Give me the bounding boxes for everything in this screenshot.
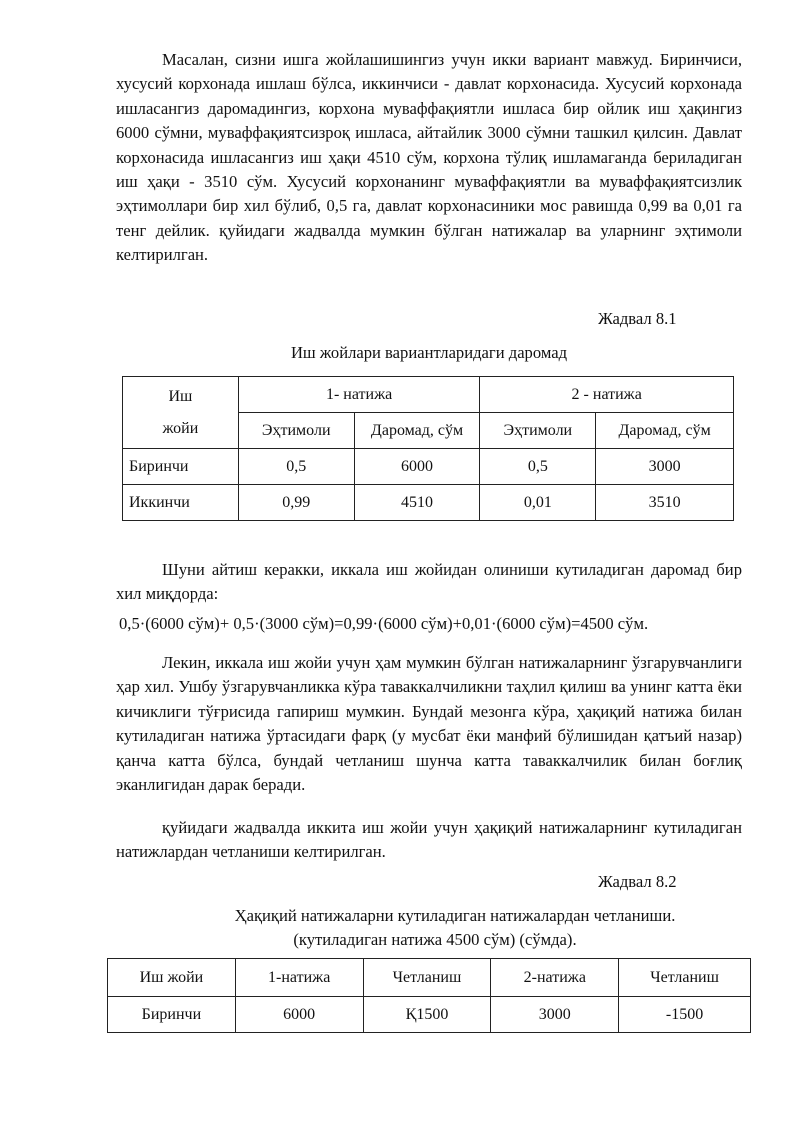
table-cell: -1500 [619,997,751,1033]
table1-subheader: Эҳтимоли [480,413,596,449]
table2-header: Четланиш [363,959,491,997]
table2 [107,958,751,1033]
paragraph-variability [116,651,742,797]
table-cell: 3000 [596,449,734,485]
table-cell: 0,5 [238,449,354,485]
table-cell: Қ1500 [363,997,491,1033]
table-cell: Иккинчи [123,485,239,521]
table-cell: Биринчи [123,449,239,485]
table-row [123,485,734,521]
table-cell: Биринчи [108,997,236,1033]
table1-header-workplace-line2: жойи [162,419,199,437]
table1-header-result1: 1- натижа [238,377,480,413]
table2-header: 1-натижа [235,959,363,997]
table-cell: 6000 [235,997,363,1033]
table-cell: 0,01 [480,485,596,521]
paragraph-table2-intro-text: қуйидаги жадвалда иккита иш жойи учун ҳақиқий натижаларнинг кутиладиган натижлардан четланиши келтирилган. [116,818,742,862]
paragraph-intro [116,48,742,268]
table-row [108,997,751,1033]
paragraph-expected-income-text: Шуни айтиш керакки, иккала иш жойидан олиниши кутиладиган даромад бир хил миқдорда: [116,560,742,604]
table1-subheader: Даромад, сўм [354,413,480,449]
table2-header: Четланиш [619,959,751,997]
table2-title-line2: (кутиладиган натижа 4500 сўм) (сўмда). [293,930,577,949]
paragraph-expected-income [116,558,742,607]
table-cell: 0,99 [238,485,354,521]
table-cell: 3510 [596,485,734,521]
table2-header: 2-натижа [491,959,619,997]
table2-label: Жадвал 8.2 [598,872,677,891]
table-cell: 3000 [491,997,619,1033]
table2-title-line1: Ҳақиқий натижаларни кутиладиган натижалардан четланиши. [234,906,676,925]
table1-label: Жадвал 8.1 [598,309,677,328]
table1 [122,376,734,521]
table1-header-workplace [123,377,239,449]
table1-header-result2: 2 - натижа [480,377,734,413]
table1-subheader: Даромад, сўм [596,413,734,449]
paragraph-variability-text: Лекин, иккала иш жойи учун ҳам мумкин бўлган натижаларнинг ўзгарувчанлиги ҳар хил. Ушбу ўзгарувчанликка кўра таваккалчиликни таҳлил қилиш ва унинг катта ёки кичиклиги тўғрисида гапириш мумкин. Бундай мезонга кўра, ҳақиқий натижа билан кутиладиган натижа ўртасидаги фарқ (у мусбат ёки манфий бўлишидан қатъий назар) қанча катта бўлса, бундай четланиш шунча катта таваккалчилик билан боғлиқ эканлигидан дарак беради. [116,653,742,795]
table-cell: 4510 [354,485,480,521]
table1-subheader: Эҳтимоли [238,413,354,449]
table-cell: 6000 [354,449,480,485]
formula: 0,5·(6000 сўм)+ 0,5·(3000 сўм)=0,99·(6000 сўм)+0,01·(6000 сўм)=4500 сўм. [119,614,649,633]
table-cell: 0,5 [480,449,596,485]
table1-header-workplace-line1: Иш [168,387,193,405]
paragraph-table2-intro [116,816,742,865]
table1-title: Иш жойлари вариантларидаги даромад [290,343,568,362]
table2-header: Иш жойи [108,959,236,997]
table-row [123,449,734,485]
paragraph-intro-text: Масалан, сизни ишга жойлашишингиз учун икки вариант мавжуд. Биринчиси, хусусий корхонада ишлаш бўлса, иккинчиси - давлат корхонасида. Хусусий корхонада ишласангиз даромадингиз, корхона муваффақиятли ишласа бир ойлик иш ҳақингиз 6000 сўмни, муваффақиятсизроқ ишласа, айтайлик 3000 сўмни ташкил қилсин. Давлат корхонасида ишласангиз иш ҳақи 4510 сўм, корхона тўлиқ ишламаганда бериладиган иш ҳақи - 3510 сўм. Хусусий корхонанинг муваффақиятли ва муваффақиятсизлик эҳтимоллари бир хил бўлиб, 0,5 га, давлат корхонасиники мос равишда 0,99 ва 0,01 га тенг дейлик. қуйидаги жадвалда мумкин бўлган натижалар ва уларнинг эҳтимоли келтирилган. [116,50,742,265]
